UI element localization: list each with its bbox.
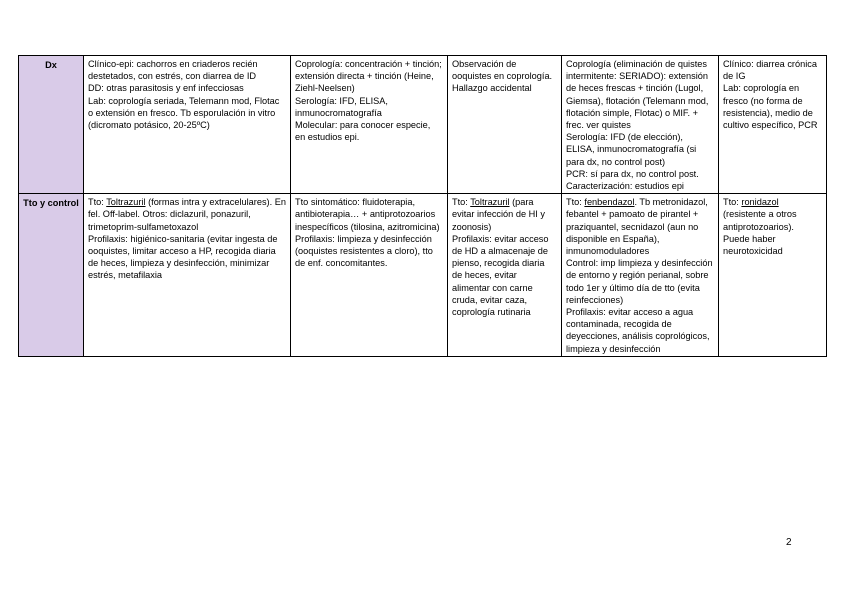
cell-dx-4: Coprología (eliminación de quistes intermitente: SERIADO): extensión de heces frescas + tinción (Lugol, Giemsa), flotación (Telemann mod, flotación simple, Flotac) o MIF. + frec. ver quistes Serología: IFD (de elección), ELISA, inmunocromatografía (si para dx, no control post) PCR: sí para dx, no control post. Caracterización: estudios epi [562, 56, 719, 194]
page-number: 2 [786, 537, 792, 548]
notes-table [18, 55, 827, 357]
cell-tto-5: Tto: ronidazol (resistente a otros antiprotozoarios). Puede haber neurotoxicidad [719, 194, 827, 357]
cell-dx-3: Observación de ooquistes en coprología. Hallazgo accidental [448, 56, 562, 194]
row-header-dx: Dx [19, 56, 84, 194]
table-row-tto [19, 194, 827, 357]
table-row-dx [19, 56, 827, 194]
cell-tto-4: Tto: fenbendazol. Tb metronidazol, febantel + pamoato de pirantel + praziquantel, secnidazol (aun no disponible en España), inmunomoduladores Control: imp limpieza y desinfección de entorno y región perianal, sobre todo 1er y último día de tto (evita reinfecciones) Profilaxis: evitar acceso a agua contaminada, recogida de deyecciones, análisis coprológicos, limpieza y desinfección [562, 194, 719, 357]
cell-dx-1: Clínico-epi: cachorros en criaderos recién destetados, con estrés, con diarrea de ID DD: otras parasitosis y enf infecciosas Lab: coprología seriada, Telemann mod, Flotac o extensión en fresco. Tb esporulación in vitro (dicromato potásico, 20-25ºC) [84, 56, 291, 194]
cell-dx-5: Clínico: diarrea crónica de IG Lab: coprología en fresco (no forma de resistencia), medio de cultivo específico, PCR [719, 56, 827, 194]
row-header-tto: Tto y control [19, 194, 84, 357]
cell-tto-1: Tto: Toltrazuril (formas intra y extracelulares). En fel. Off-label. Otros: diclazuril, ponazuril, trimetoprim-sulfametoxazol Profilaxis: higiénico-sanitaria (evitar ingesta de ooquistes, limitar acceso a HP, recogida diaria de heces, limpieza y desinfección, minimizar estrés, metafilaxia [84, 194, 291, 357]
cell-dx-2: Coprología: concentración + tinción; extensión directa + tinción (Heine, Ziehl-Neelsen) Serología: IFD, ELISA, inmunocromatografía Molecular: para conocer especie, en estudios epi. [291, 56, 448, 194]
cell-tto-3: Tto: Toltrazuril (para evitar infección de HI y zoonosis) Profilaxis: evitar acceso de HD a almacenaje de pienso, recogida diaria de heces, evitar alimentar con carne cruda, evitar caza, coprología rutinaria [448, 194, 562, 357]
cell-tto-2: Tto sintomático: fluidoterapia, antibioterapia… + antiprotozoarios inespecíficos (tilosina, azitromicina) Profilaxis: limpieza y desinfección (ooquistes resistentes a cloro), tto de enf. concomitantes. [291, 194, 448, 357]
